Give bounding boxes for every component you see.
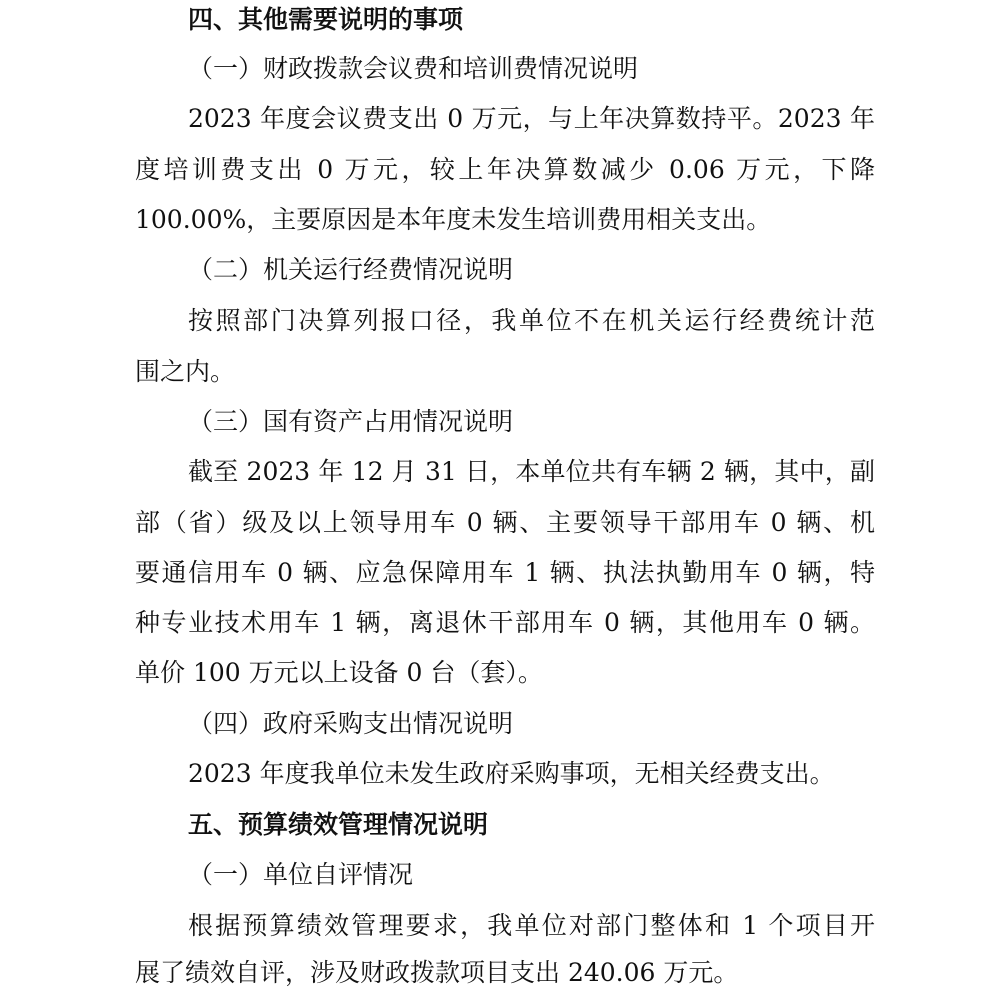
subsection-heading: （四）政府采购支出情况说明 [188,709,514,738]
section-heading: 四、其他需要说明的事项 [188,5,464,34]
subsection-heading: （一）单位自评情况 [188,860,414,889]
paragraph-line: 种专业技术用车 1 辆，离退休干部用车 0 辆，其他用车 0 辆。 [135,608,875,637]
paragraph-line: 根据预算绩效管理要求，我单位对部门整体和 1 个项目开 [188,911,875,940]
subsection-heading: （二）机关运行经费情况说明 [188,255,514,284]
paragraph-line: 2023 年度我单位未发生政府采购事项，无相关经费支出。 [188,759,835,788]
subsection-heading: （一）财政拨款会议费和培训费情况说明 [188,54,639,83]
paragraph-line: 要通信用车 0 辆、应急保障用车 1 辆、执法执勤用车 0 辆，特 [135,558,875,587]
paragraph-line: 单价 100 万元以上设备 0 台（套）。 [135,658,543,687]
subsection-heading: （三）国有资产占用情况说明 [188,407,514,436]
paragraph-line: 展了绩效自评，涉及财政拨款项目支出 240.06 万元。 [135,958,739,987]
paragraph-line: 截至 2023 年 12 月 31 日，本单位共有车辆 2 辆，其中，副 [188,457,875,486]
paragraph-line: 2023 年度会议费支出 0 万元，与上年决算数持平。2023 年 [188,104,875,133]
paragraph-line: 100.00%，主要原因是本年度未发生培训费用相关支出。 [135,205,772,234]
paragraph-line: 度培训费支出 0 万元，较上年决算数减少 0.06 万元，下降 [135,155,875,184]
paragraph-line: 按照部门决算列报口径，我单位不在机关运行经费统计范 [188,306,875,335]
paragraph-line: 部（省）级及以上领导用车 0 辆、主要领导干部用车 0 辆、机 [135,508,875,537]
section-heading: 五、预算绩效管理情况说明 [188,810,489,839]
paragraph-line: 围之内。 [135,357,236,386]
